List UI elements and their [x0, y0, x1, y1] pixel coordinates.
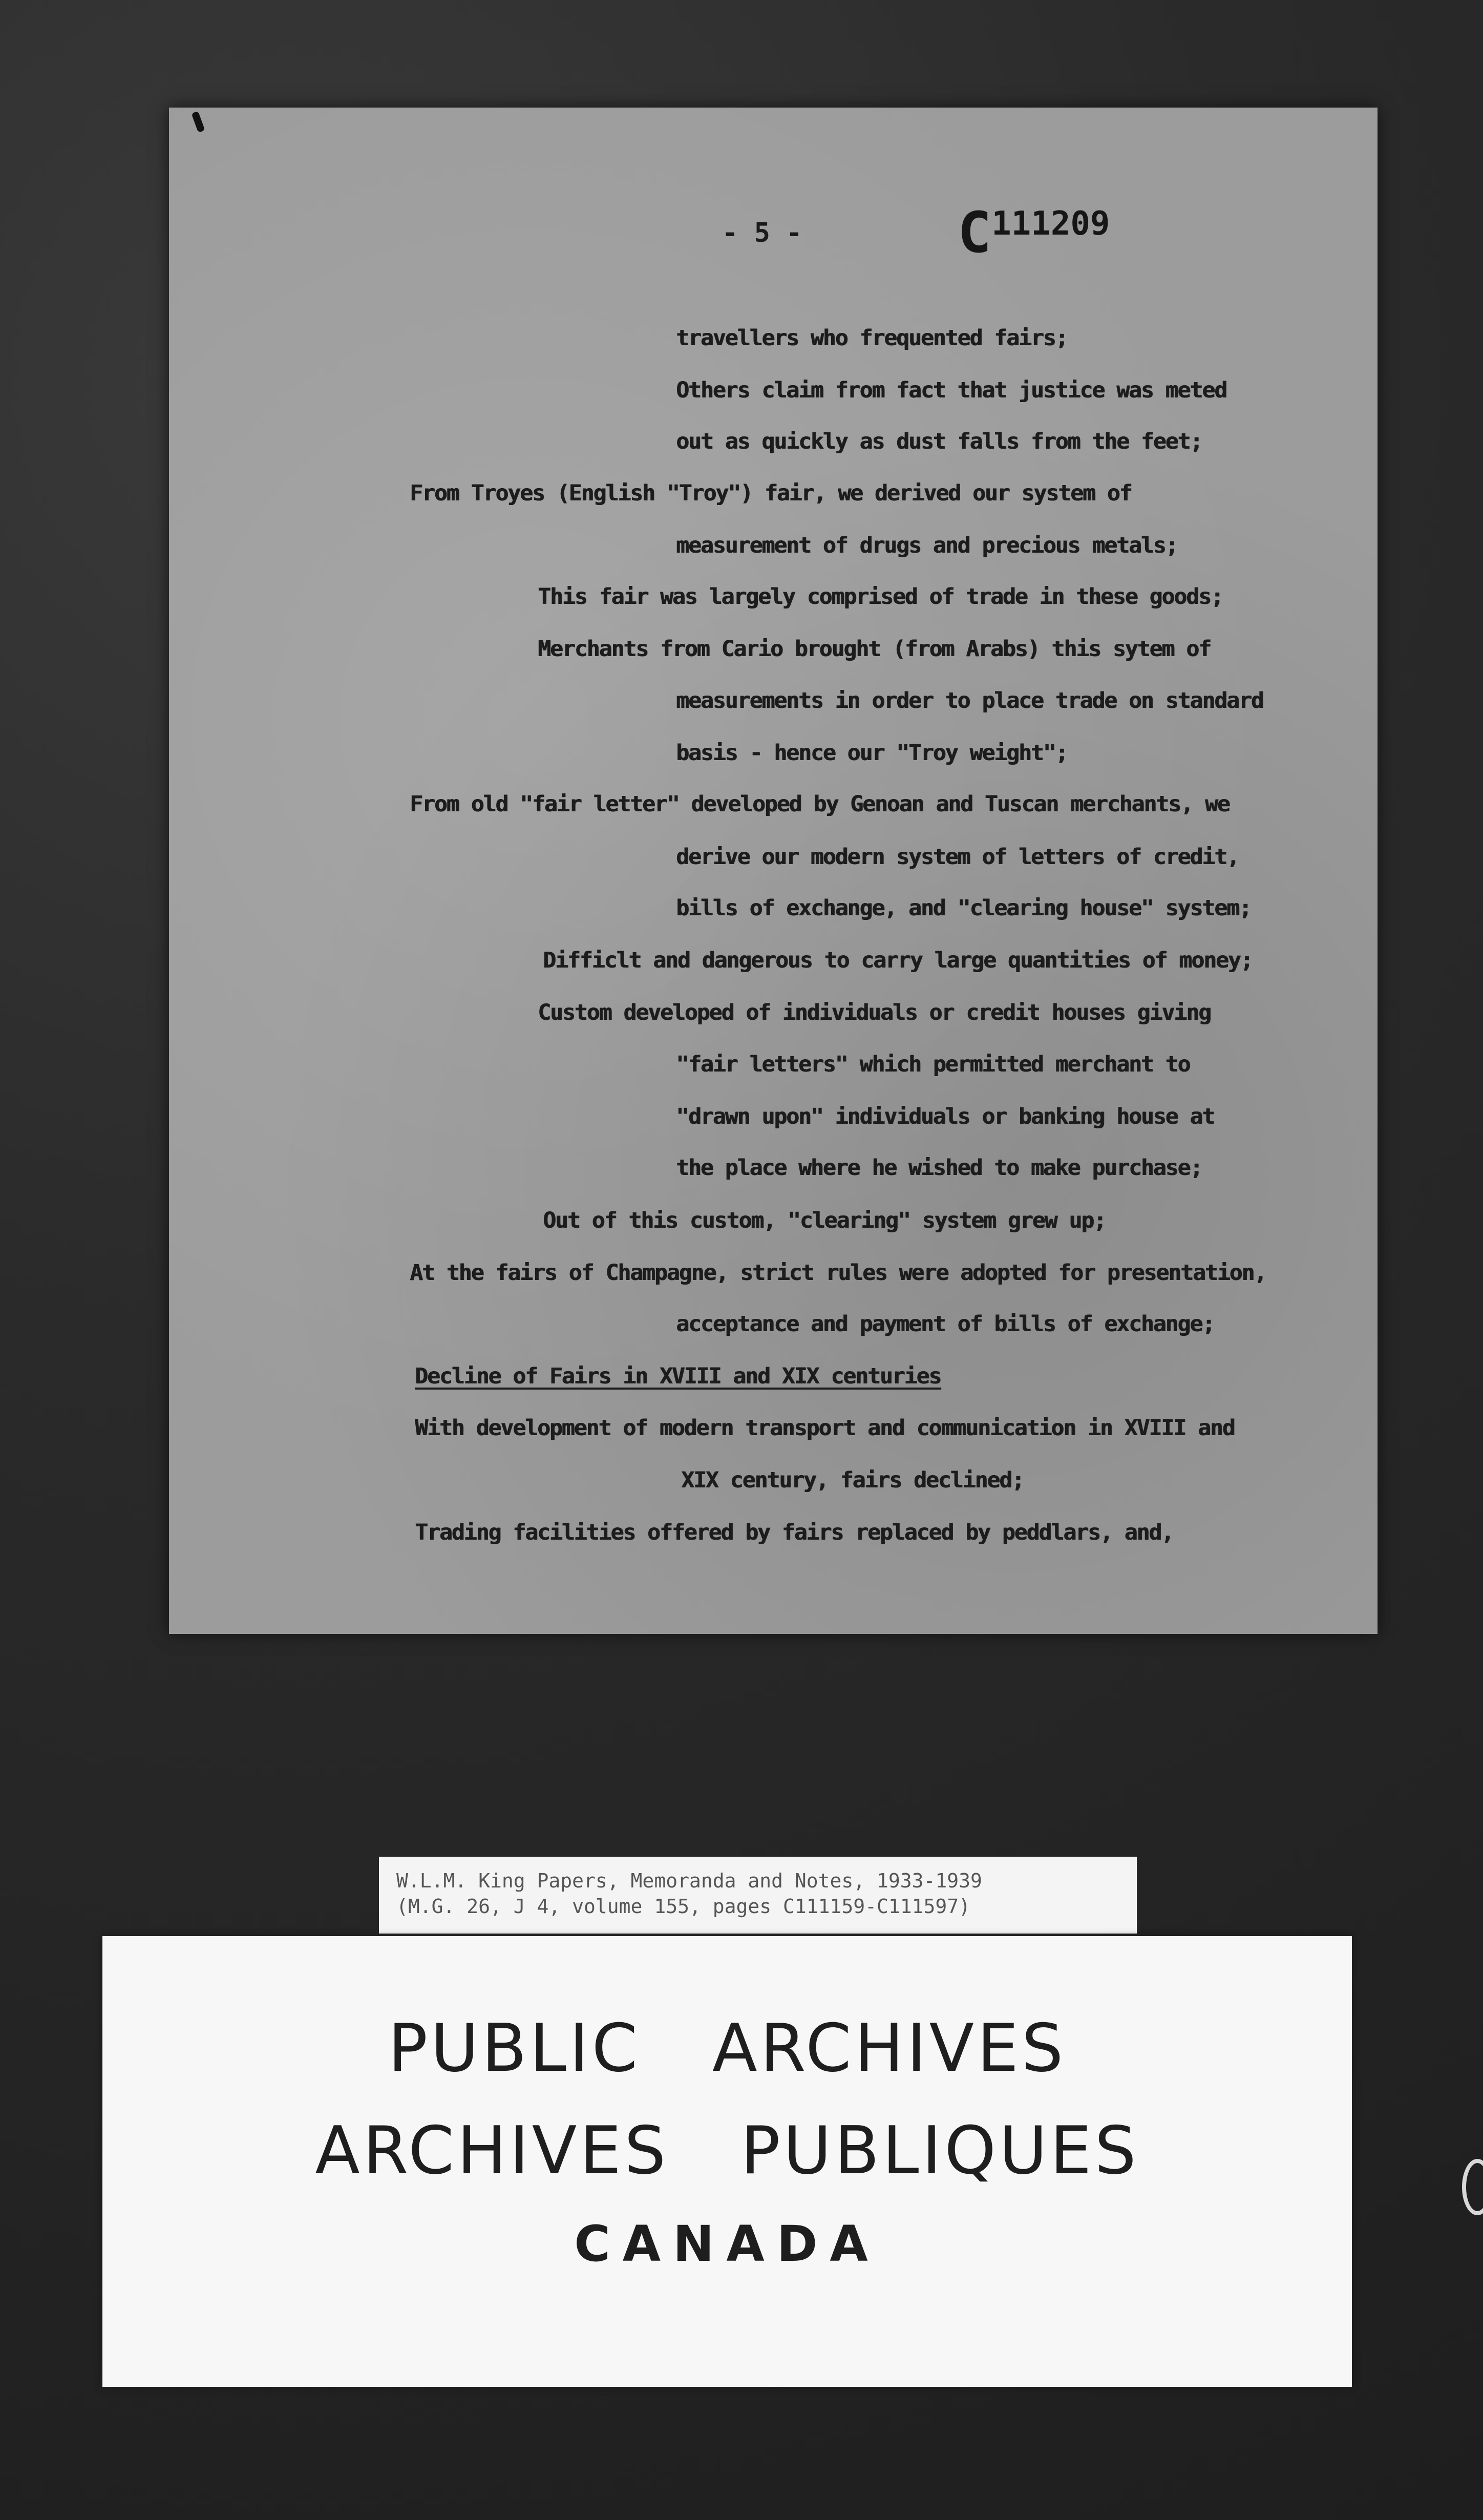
text-line: XIX century, fairs declined; [681, 1467, 1024, 1493]
text-line: the place where he wished to make purchase; [676, 1155, 1202, 1181]
ink-mark [192, 111, 205, 133]
stamp-prefix: C [958, 200, 992, 265]
text-line: From Troyes (English "Troy") fair, we derived our system of [410, 480, 1132, 506]
text-line: basis - hence our "Troy weight"; [676, 740, 1068, 766]
text-line: out as quickly as dust falls from the feet; [676, 429, 1202, 454]
text-line: acceptance and payment of bills of exchange; [676, 1311, 1215, 1337]
archives-title-french: ARCHIVES PUBLIQUES [315, 2113, 1139, 2189]
archives-country: CANADA [574, 2215, 880, 2273]
archives-title-english: PUBLIC ARCHIVES [388, 2010, 1067, 2087]
text-line: bills of exchange, and "clearing house" system; [676, 895, 1251, 921]
document-stamp-number [958, 200, 1110, 265]
citation-label [379, 1857, 1137, 1934]
text-line: measurements in order to place trade on standard [676, 688, 1263, 713]
text-line: From old "fair letter" developed by Genoan and Tuscan merchants, we [410, 791, 1230, 817]
citation-line-1: W.L.M. King Papers, Memoranda and Notes, 1933-1939 [396, 1870, 982, 1892]
text-line: Merchants from Cario brought (from Arabs) this sytem of [538, 636, 1211, 662]
text-line: This fair was largely comprised of trade in these goods; [538, 584, 1223, 610]
citation-line-2: (M.G. 26, J 4, volume 155, pages C111159-C111597) [396, 1895, 971, 1918]
text-line: Out of this custom, "clearing" system grew up; [543, 1208, 1106, 1233]
text-line: "drawn upon" individuals or banking house at [676, 1104, 1215, 1129]
text-line: Trading facilities offered by fairs replaced by peddlars, and, [415, 1520, 1174, 1545]
text-line: Others claim from fact that justice was meted [676, 377, 1226, 403]
archives-card [102, 1936, 1352, 2387]
text-line: travellers who frequented fairs; [676, 325, 1068, 351]
text-line: Custom developed of individuals or credit houses giving [538, 1000, 1211, 1025]
text-line: At the fairs of Champagne, strict rules were adopted for presentation, [410, 1260, 1266, 1286]
section-heading: Decline of Fairs in XVIII and XIX centuries [415, 1363, 941, 1389]
stamp-number: 111209 [991, 205, 1110, 243]
document-page [169, 108, 1378, 1634]
text-line: With development of modern transport and communication in XVIII and [415, 1415, 1235, 1441]
text-line: derive our modern system of letters of credit, [676, 844, 1239, 870]
text-line: Difficlt and dangerous to carry large quantities of money; [543, 948, 1253, 973]
text-line: "fair letters" which permitted merchant to [676, 1052, 1190, 1077]
text-line: measurement of drugs and precious metals; [676, 533, 1178, 558]
page-number: - 5 - [722, 218, 802, 248]
